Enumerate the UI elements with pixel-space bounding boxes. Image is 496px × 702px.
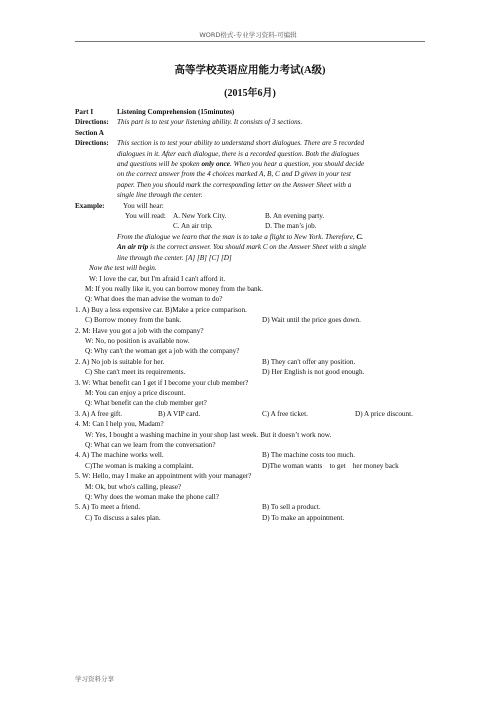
- example-explanation: [75, 242, 425, 252]
- dialogue-line: 5. W: Hello, may I make an appointment with your manager?: [75, 472, 252, 481]
- option-a: 3. A) A free gift.: [75, 409, 123, 418]
- option-b: B. An evening party.: [265, 212, 325, 221]
- header-rule: [75, 41, 425, 42]
- dialogue-line: W: Yes, I bought a washing machine in your shop last week. But it doesn’t work now.: [85, 430, 332, 439]
- directions-line: paper. Then you should mark the corresponding letter on the Answer Sheet with a: [117, 180, 352, 189]
- dialogue-line: 2. M: Have you got a job with the company?: [75, 326, 204, 335]
- q2-options-1: [75, 357, 425, 367]
- page-footer: 学习资料分享: [75, 675, 114, 683]
- example-label: Example:: [75, 201, 105, 210]
- option-b: B) A VIP card.: [158, 409, 201, 418]
- q4-options-1: [75, 450, 425, 460]
- option-c: C) She can't meet its requirements.: [85, 368, 186, 377]
- dialogue-line: Q: Why does the woman make the phone call?: [85, 493, 219, 502]
- explanation-emphasis: An air trip: [117, 243, 149, 252]
- example-explanation: line through the center. [A] [B] [C] [D]: [117, 253, 232, 262]
- document-body: [75, 64, 425, 523]
- q5-options-1: [75, 502, 425, 512]
- directions-emphasis: only once: [201, 160, 230, 169]
- section-heading: Section A: [75, 128, 104, 137]
- q3-options: [75, 409, 425, 419]
- directions-fragment: . When you hear a question, you should decide: [230, 160, 365, 169]
- q1-option-ab: 1. A) Buy a less expensive car. B)Make a price comparison.: [75, 305, 247, 314]
- directions-line: This section is to test your ability to understand short dialogues. There are 5 recorded: [117, 139, 365, 148]
- directions-line: dialogues in it. After each dialogue, there is a recorded question. Both the dialogues: [117, 149, 360, 158]
- example-explanation: [75, 232, 425, 242]
- explanation-text: is the correct answer. You should mark C on the Answer Sheet with a single: [148, 243, 367, 252]
- option-d: D)The woman wants to get her money back: [262, 461, 399, 470]
- directions-line: on the correct answer from the 4 choices marked A, B, C and D given in your test: [117, 170, 351, 179]
- part-label: Part I: [75, 108, 94, 116]
- directions-fragment: and questions will be spoken: [117, 160, 202, 169]
- directions-line: single line through the center.: [117, 191, 203, 200]
- dialogue-line: 3. W: What benefit can I get if I become your club member?: [75, 378, 249, 387]
- dialogue-line: Q: What does the man advise the woman to do?: [85, 295, 223, 304]
- q1-options: [75, 315, 425, 325]
- option-a: 2. A) No job is suitable for her.: [75, 357, 165, 366]
- part-heading: [75, 107, 425, 117]
- directions-label: Directions:: [75, 118, 109, 127]
- option-c: C)The woman is making a complaint.: [85, 461, 194, 470]
- option-c: C) A free ticket.: [262, 409, 308, 418]
- dialogue-line: W: No, no position is available now.: [85, 336, 190, 345]
- q4-options-2: [75, 461, 425, 471]
- example-hear: You will hear:: [123, 201, 164, 210]
- example-options-1: [75, 211, 425, 221]
- directions-line: [75, 159, 425, 169]
- option-d: D) Wait until the price goes down.: [262, 316, 361, 325]
- dialogue-line: M: You can enjoy a price discount.: [85, 388, 186, 397]
- example-read-label: You will read:: [125, 212, 166, 221]
- option-a: A. New York City.: [173, 212, 227, 221]
- option-d: D. The man’s job.: [265, 222, 317, 231]
- example-row: [75, 201, 425, 211]
- dialogue-line: W: I love the car, but I'm afraid I can't afford it.: [89, 274, 226, 283]
- page-header: WORD格式-专业学习资料-可编辑: [199, 31, 297, 39]
- q2-options-2: [75, 367, 425, 377]
- dialogue-line: 4. M: Can I help you, Madam?: [75, 420, 164, 429]
- example-options-2: [75, 221, 425, 231]
- dialogue-line: M: Ok, but who's calling, please?: [85, 482, 182, 491]
- option-c: C. An air trip.: [173, 222, 213, 231]
- dialogue-line: Q: Why can't the woman get a job with the company?: [85, 347, 240, 356]
- option-c: C) To discuss a sales plan.: [85, 513, 161, 522]
- option-a: 4. A) The machine works well.: [75, 451, 164, 460]
- option-c: C) Borrow money from the bank.: [85, 316, 182, 325]
- option-d: D) A price discount.: [355, 409, 413, 418]
- doc-title: 高等学校英语应用能力考试(A级): [174, 65, 326, 76]
- option-d: D) To make an appointment.: [262, 513, 345, 522]
- option-d: D) Her English is not good enough.: [262, 368, 365, 377]
- dialogue-line: Q: What can we learn from the conversation?: [85, 441, 216, 449]
- option-b: B) They can't offer any position.: [262, 357, 356, 366]
- option-b: B) To sell a product.: [262, 503, 321, 512]
- directions-label: Directions:: [75, 139, 109, 148]
- explanation-text: From the dialogue we learn that the man is to take a flight to New York. Therefore,: [117, 232, 357, 241]
- dialogue-line: Q: What benefit can the club member get?: [85, 399, 207, 408]
- test-begin: Now the test will begin.: [89, 264, 157, 273]
- directions-1: [75, 117, 425, 127]
- directions-2: [75, 138, 425, 148]
- explanation-emphasis: C.: [356, 232, 364, 241]
- option-a: 5. A) To meet a friend.: [75, 503, 141, 512]
- q5-options-2: [75, 513, 425, 523]
- dialogue-line: M: If you really like it, you can borrow money from the bank.: [85, 284, 264, 293]
- directions-text: This part is to test your listening ability. It consists of 3 sections.: [117, 118, 303, 127]
- option-b: B) The machine costs too much.: [262, 451, 355, 460]
- part-name: Listening Comprehension (15minutes): [117, 108, 235, 116]
- doc-subtitle: (2015年6月): [224, 88, 276, 99]
